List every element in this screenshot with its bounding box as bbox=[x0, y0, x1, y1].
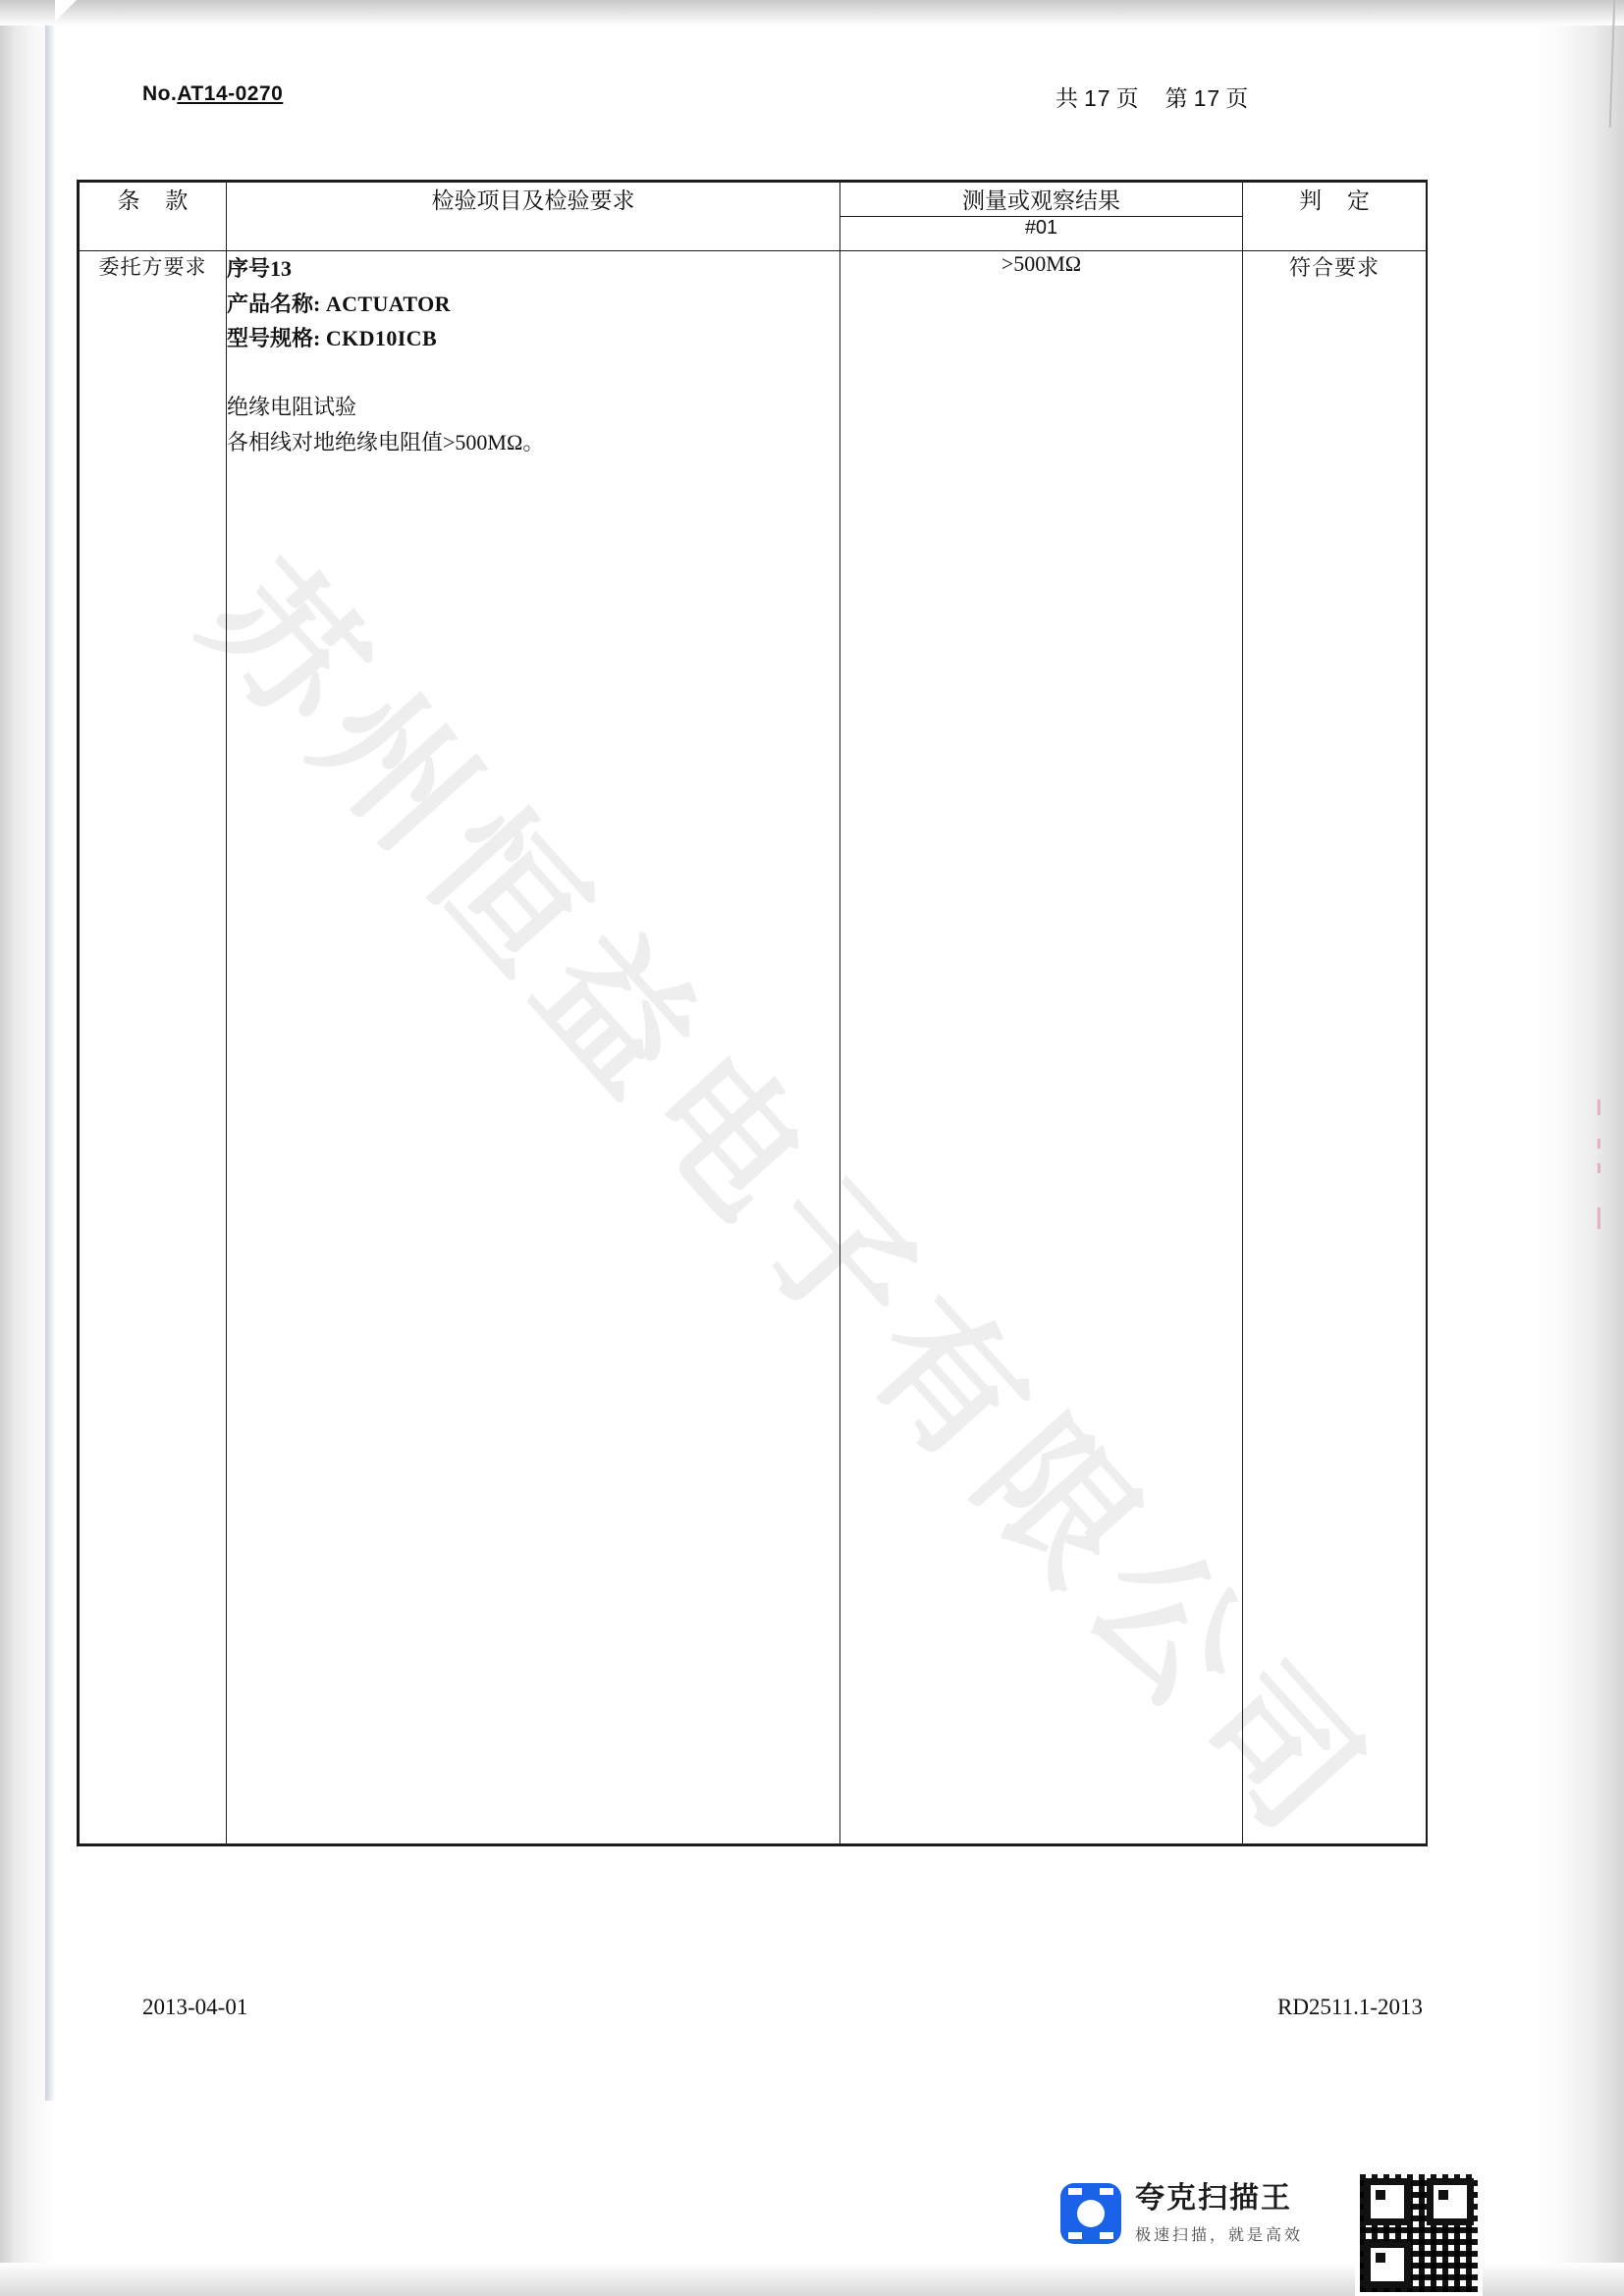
document-number bbox=[142, 82, 283, 106]
cell-result: >500MΩ bbox=[840, 251, 1243, 1844]
page-corner-fold bbox=[55, 0, 77, 22]
item-product-name-value: ACTUATOR bbox=[325, 291, 451, 316]
page-edge-mark-1 bbox=[1597, 1099, 1600, 1115]
page-edge-mark-2 bbox=[1597, 1139, 1600, 1148]
page-counter bbox=[1056, 80, 1249, 113]
total-pages-label-pre: 共 bbox=[1056, 86, 1079, 111]
document-number-prefix: No. bbox=[142, 82, 178, 105]
page-edge-mark-4 bbox=[1597, 1207, 1600, 1229]
item-product-name-label: 产品名称: bbox=[227, 291, 321, 316]
company-watermark: 苏州恒益电子有限公司 bbox=[174, 534, 1401, 1871]
cell-item bbox=[227, 251, 840, 1844]
column-header-judgement: 判 定 bbox=[1243, 183, 1427, 251]
scanner-app-slogan: 极速扫描，就是高效 bbox=[1135, 2227, 1304, 2244]
item-blank-line bbox=[227, 356, 839, 390]
table-row bbox=[80, 251, 1427, 1844]
item-model-label: 型号规格: bbox=[227, 326, 321, 351]
scanner-app-badge bbox=[1060, 2181, 1303, 2245]
scan-edge-line bbox=[1609, 0, 1616, 128]
column-header-clause: 条 款 bbox=[80, 183, 227, 251]
item-serial: 序号13 bbox=[227, 256, 293, 281]
item-test-requirement: 各相线对地绝缘电阻值>500MΩ。 bbox=[227, 429, 545, 454]
footer-standard: RD2511.1-2013 bbox=[1276, 1995, 1423, 2019]
current-page-label-pre: 第 bbox=[1164, 86, 1189, 111]
total-pages-label-post: 页 bbox=[1115, 86, 1140, 111]
document-number-value: AT14-0270 bbox=[177, 82, 284, 105]
footer-date: 2013-04-01 bbox=[142, 1995, 248, 2019]
item-test-title: 绝缘电阻试验 bbox=[227, 394, 357, 419]
column-header-result-sample: #01 bbox=[840, 217, 1243, 251]
item-model-value: CKD10ICB bbox=[325, 326, 438, 351]
scanner-app-name: 夸克扫描王 bbox=[1135, 2182, 1292, 2215]
cell-clause: 委托方要求 bbox=[80, 251, 227, 1844]
scanner-logo-icon bbox=[1060, 2183, 1121, 2244]
qr-code-icon bbox=[1355, 2169, 1483, 2296]
current-page-value: 17 bbox=[1193, 85, 1221, 111]
total-pages-value: 17 bbox=[1084, 85, 1111, 111]
cell-judgement: 符合要求 bbox=[1243, 251, 1427, 1844]
scan-shadow-left bbox=[0, 0, 57, 2296]
item-model bbox=[227, 321, 839, 356]
column-header-result-group: 测量或观察结果 bbox=[840, 183, 1243, 217]
scan-shadow-right bbox=[1536, 0, 1624, 2296]
column-header-item: 检验项目及检验要求 bbox=[227, 183, 840, 251]
scan-shadow-left-inner bbox=[45, 0, 55, 2101]
inspection-table bbox=[77, 180, 1428, 1846]
scan-shadow-top bbox=[0, 0, 1624, 26]
page-edge-mark-3 bbox=[1597, 1163, 1600, 1173]
current-page-label-post: 页 bbox=[1225, 86, 1250, 111]
table-header-row-1 bbox=[80, 183, 1427, 217]
item-product-name bbox=[227, 287, 839, 322]
